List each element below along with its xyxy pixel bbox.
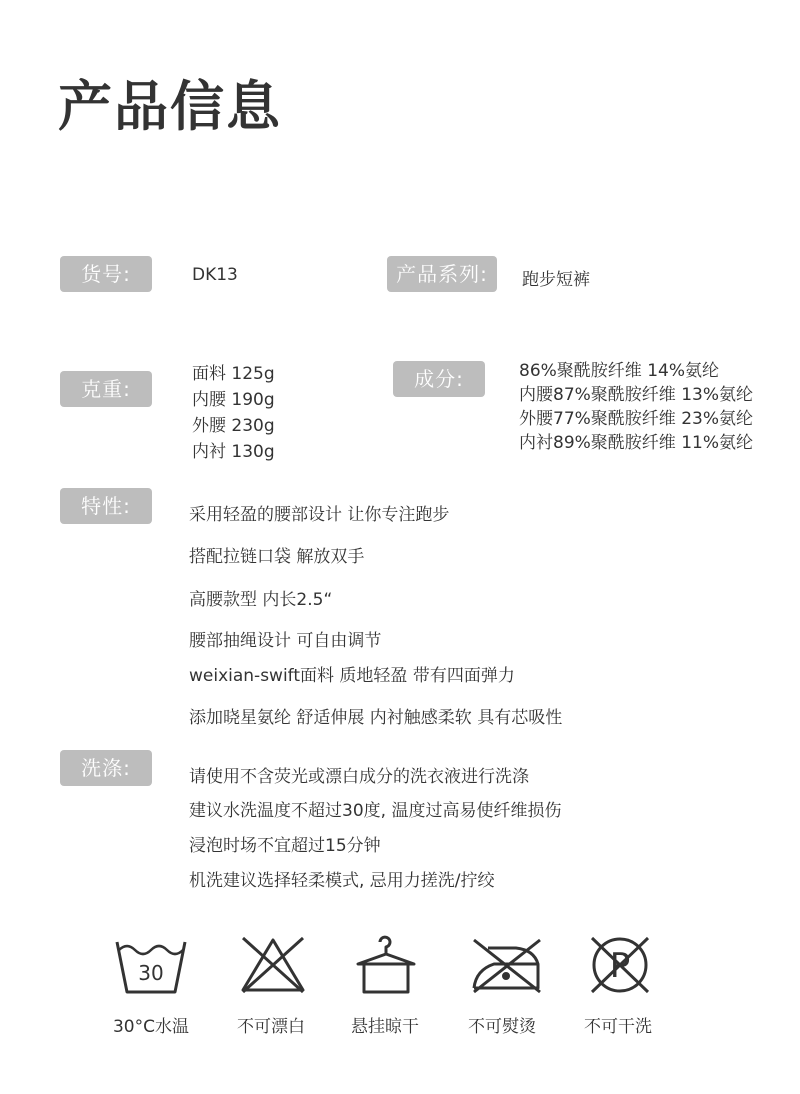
care-caption-wash: 30°C水温 bbox=[112, 1017, 189, 1037]
weight-line: 内腰 190g bbox=[192, 390, 275, 410]
feature-line: 采用轻盈的腰部设计 让你专注跑步 bbox=[189, 505, 450, 525]
feature-line: 腰部抽绳设计 可自由调节 bbox=[189, 631, 382, 651]
page-title: 产品信息 bbox=[58, 75, 282, 138]
wash-temp-number: 30 bbox=[138, 961, 164, 985]
dry-clean-letter: P bbox=[609, 946, 631, 986]
composition-label: 成分: bbox=[393, 361, 485, 397]
series-value: 跑步短裤 bbox=[522, 270, 590, 290]
wash-30-icon bbox=[109, 928, 193, 998]
feature-line: weixian-swift面料 质地轻盈 带有四面弹力 bbox=[189, 666, 515, 686]
care-caption-no-bleach: 不可漂白 bbox=[237, 1017, 305, 1037]
weight-line: 外腰 230g bbox=[192, 416, 275, 436]
composition-list bbox=[519, 359, 753, 455]
no-bleach-icon bbox=[231, 928, 315, 998]
washing-line: 建议水洗温度不超过30度, 温度过高易使纤维损伤 bbox=[189, 801, 562, 821]
weight-line: 面料 125g bbox=[192, 364, 275, 384]
feature-line: 高腰款型 内长2.5“ bbox=[189, 590, 333, 610]
composition-line: 内衬89%聚酰胺纤维 11%氨纶 bbox=[519, 433, 753, 453]
care-caption-hang-dry: 悬挂晾干 bbox=[351, 1017, 419, 1037]
item-no-value: DK13 bbox=[192, 265, 238, 285]
washing-label: 洗涤: bbox=[60, 750, 152, 786]
washing-line: 浸泡时场不宜超过15分钟 bbox=[189, 836, 381, 856]
weight-list bbox=[192, 361, 275, 465]
hang-dry-icon bbox=[342, 928, 426, 998]
no-iron-icon bbox=[464, 928, 548, 998]
no-dry-clean-icon bbox=[578, 928, 662, 998]
care-caption-no-dry-clean: 不可干洗 bbox=[584, 1017, 652, 1037]
features-label: 特性: bbox=[60, 488, 152, 524]
item-no-label: 货号: bbox=[60, 256, 152, 292]
weight-label: 克重: bbox=[60, 371, 152, 407]
feature-line: 搭配拉链口袋 解放双手 bbox=[189, 547, 365, 567]
composition-line: 外腰77%聚酰胺纤维 23%氨纶 bbox=[519, 409, 753, 429]
composition-line: 86%聚酰胺纤维 14%氨纶 bbox=[519, 361, 719, 381]
washing-line: 机洗建议选择轻柔模式, 忌用力搓洗/拧绞 bbox=[189, 871, 495, 891]
feature-line: 添加晓星氨纶 舒适伸展 内衬触感柔软 具有芯吸性 bbox=[189, 708, 563, 728]
care-caption-no-iron: 不可熨烫 bbox=[468, 1017, 536, 1037]
weight-line: 内衬 130g bbox=[192, 442, 275, 462]
series-label: 产品系列: bbox=[387, 256, 497, 292]
washing-line: 请使用不含荧光或漂白成分的洗衣液进行洗涤 bbox=[189, 767, 529, 787]
composition-line: 内腰87%聚酰胺纤维 13%氨纶 bbox=[519, 385, 753, 405]
